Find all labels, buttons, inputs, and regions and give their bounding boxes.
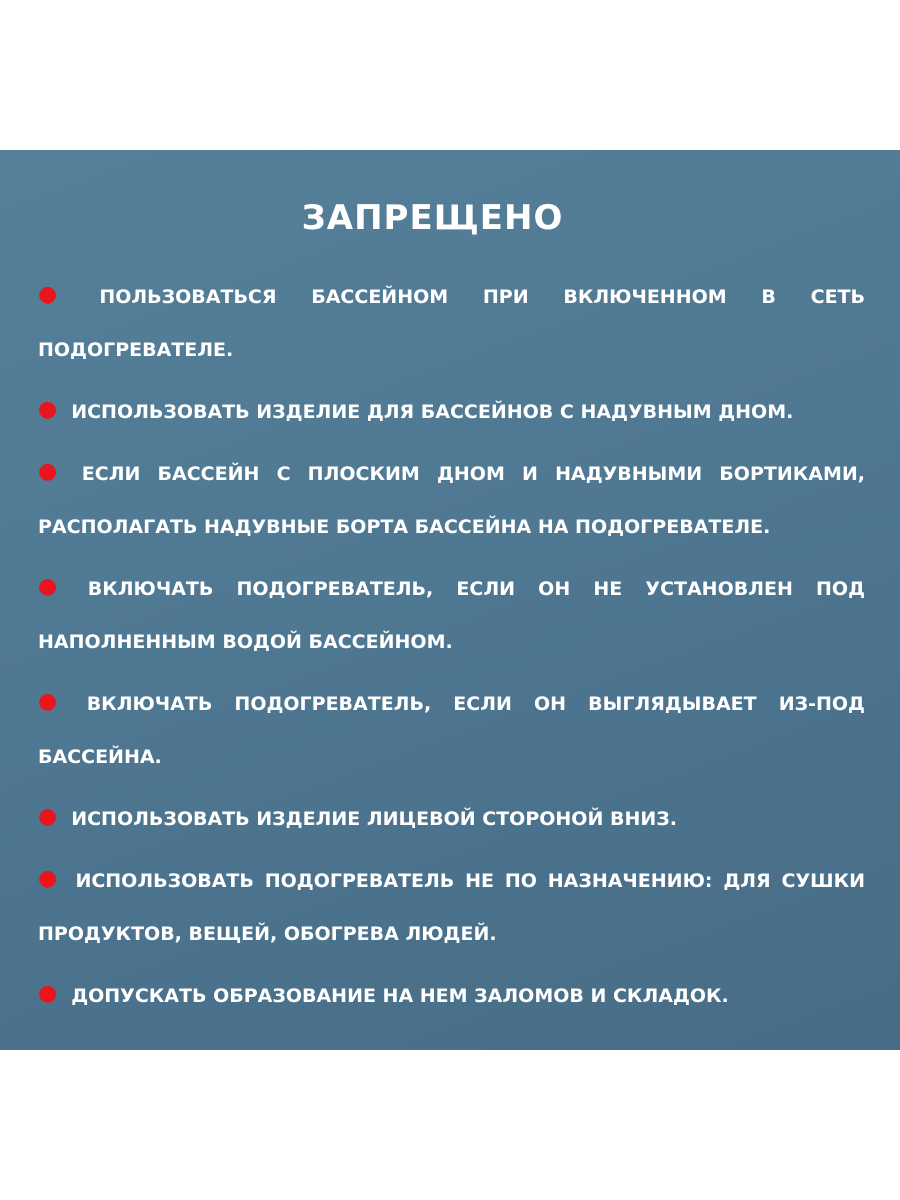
list-item-text: ИСПОЛЬЗОВАТЬ ИЗДЕЛИЕ ДЛЯ БАССЕЙНОВ С НАДУВНЫМ ДНОМ. xyxy=(71,401,794,423)
list-item-text: ВКЛЮЧАТЬ ПОДОГРЕВАТЕЛЬ, ЕСЛИ ОН ВЫГЛЯДЫВАЕТ ИЗ-ПОД БАССЕЙНА. xyxy=(38,693,865,768)
bullet-dot-icon: ● xyxy=(38,804,58,829)
list-item-text: ПОЛЬЗОВАТЬСЯ БАССЕЙНОМ ПРИ ВКЛЮЧЕННОМ В СЕТЬ ПОДОГРЕВАТЕЛЕ. xyxy=(38,286,865,361)
list-item xyxy=(38,675,865,784)
panel-title: ЗАПРЕЩЕНО xyxy=(301,198,564,238)
list-item xyxy=(38,560,865,669)
list-item xyxy=(38,852,865,961)
bullet-dot-icon: ● xyxy=(38,866,62,891)
list-item xyxy=(38,445,865,554)
prohibited-list xyxy=(38,268,865,1029)
list-item-text: ДОПУСКАТЬ ОБРАЗОВАНИЕ НА НЕМ ЗАЛОМОВ И СКЛАДОК. xyxy=(71,985,729,1007)
list-item xyxy=(38,268,865,377)
bullet-dot-icon: ● xyxy=(38,282,86,307)
list-item xyxy=(38,967,865,1023)
warning-panel xyxy=(0,150,900,1050)
bullet-dot-icon: ● xyxy=(38,397,58,422)
bullet-dot-icon: ● xyxy=(38,574,74,599)
list-item xyxy=(38,383,865,439)
bullet-dot-icon: ● xyxy=(38,981,58,1006)
list-item-text: ВКЛЮЧАТЬ ПОДОГРЕВАТЕЛЬ, ЕСЛИ ОН НЕ УСТАНОВЛЕН ПОД НАПОЛНЕННЫМ ВОДОЙ БАССЕЙНОМ. xyxy=(38,578,866,653)
list-item xyxy=(38,790,865,846)
bullet-dot-icon: ● xyxy=(38,459,68,484)
list-item-text: ИСПОЛЬЗОВАТЬ ИЗДЕЛИЕ ЛИЦЕВОЙ СТОРОНОЙ ВНИЗ. xyxy=(71,808,677,830)
bullet-dot-icon: ● xyxy=(38,689,73,714)
list-item-text: ИСПОЛЬЗОВАТЬ ПОДОГРЕВАТЕЛЬ НЕ ПО НАЗНАЧЕНИЮ: ДЛЯ СУШКИ ПРОДУКТОВ, ВЕЩЕЙ, ОБОГРЕВА ЛЮДЕЙ. xyxy=(38,870,865,945)
list-item-text: ЕСЛИ БАССЕЙН С ПЛОСКИМ ДНОМ И НАДУВНЫМИ БОРТИКАМИ, РАСПОЛАГАТЬ НАДУВНЫЕ БОРТА БАССЕЙНА НА ПОДОГРЕВАТЕЛЕ. xyxy=(38,463,865,538)
